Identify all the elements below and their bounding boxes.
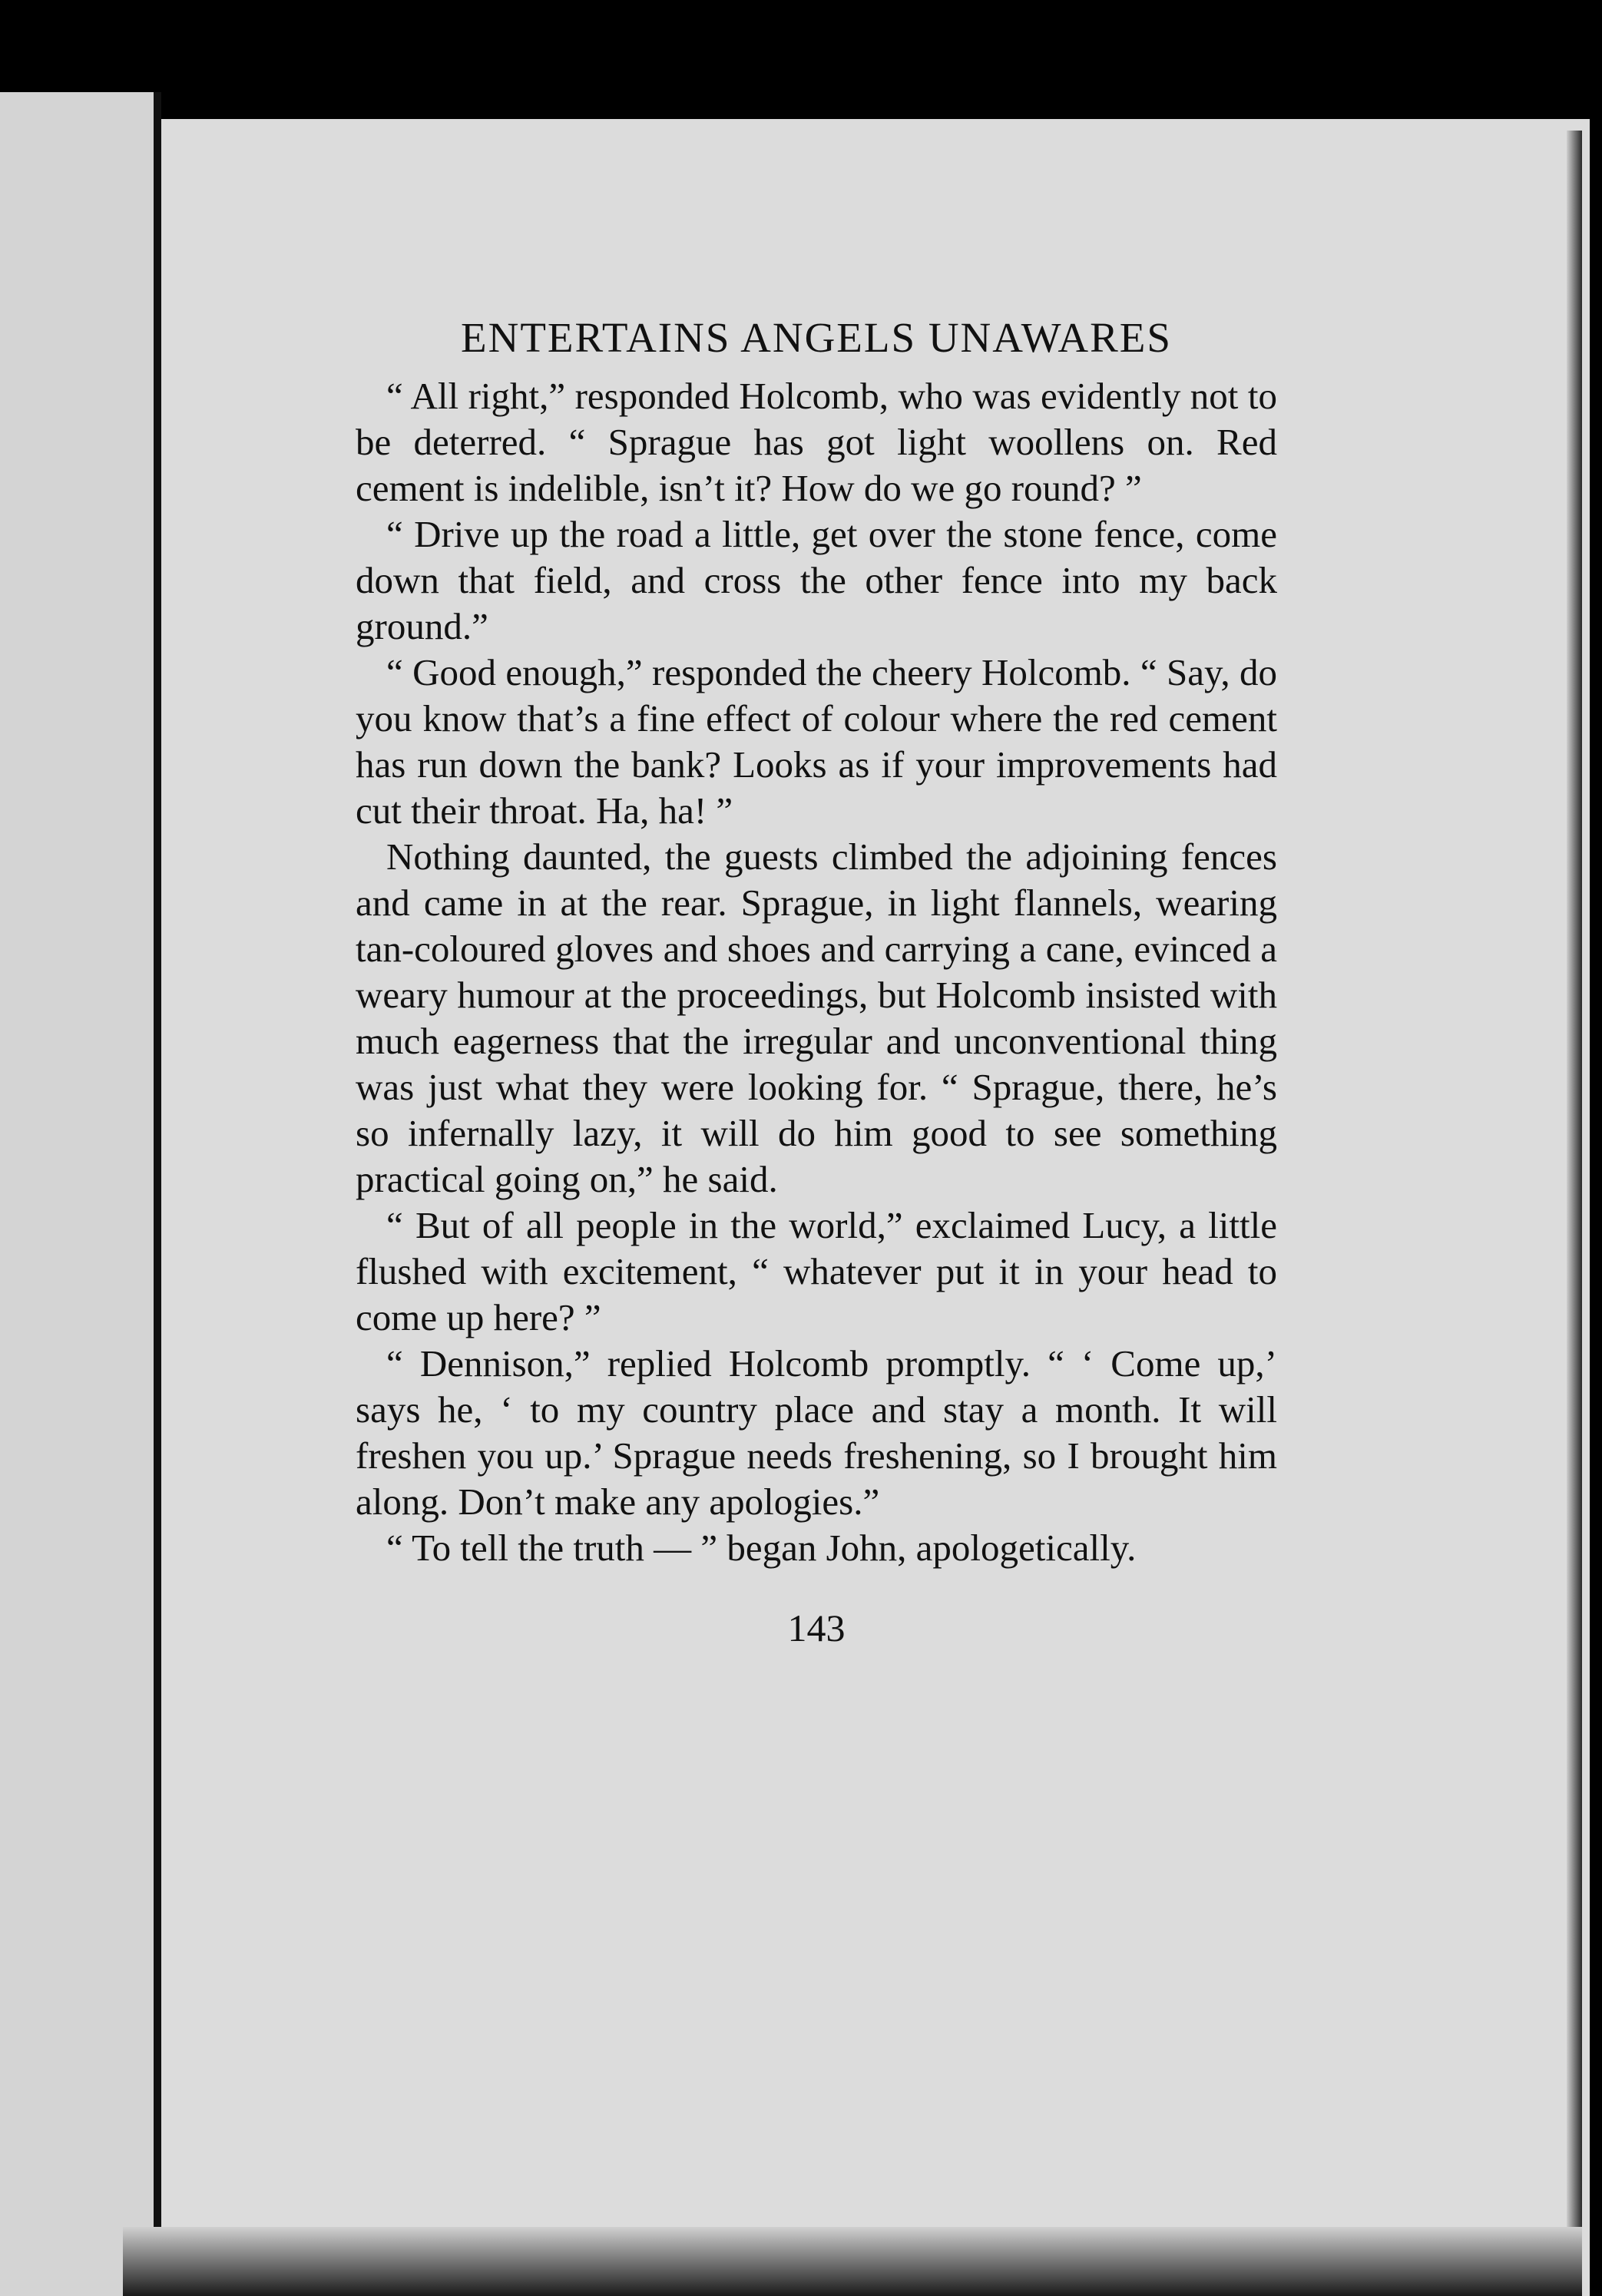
paragraph: “ Good enough,” responded the cheery Holcomb. “ Say, do you know that’s a fine effect of colour where the red cement has run down the bank? Looks as if your improvements had cut their throat. Ha, ha! ”: [356, 651, 1277, 832]
paragraph: “ Drive up the road a little, get over the stone fence, come down that field, and cross the other fence into my back ground.”: [356, 513, 1277, 647]
paragraph: “ To tell the truth — ” began John, apologetically.: [386, 1527, 1137, 1569]
page-number: 143: [787, 1606, 846, 1649]
running-head: ENTERTAINS ANGELS UNAWARES: [461, 314, 1172, 361]
gutter-shadow: [154, 92, 161, 2296]
paragraph: “ Dennison,” replied Holcomb promptly. “ ‘ Come up,’ says he, ‘ to my country place and stay a month. It will freshen you up.’ Sprague needs freshening, so I brought him along. Don’t make any apologies.”: [356, 1342, 1277, 1523]
paragraph: “ All right,” responded Holcomb, who was evidently not to be deterred. “ Sprague has got light woollens on. Red cement is indelible, isn’t it? How do we go round? ”: [356, 375, 1277, 509]
page-text: [356, 307, 1277, 1651]
previous-page-edge: [0, 92, 158, 2296]
paragraph: Nothing daunted, the guests climbed the adjoining fences and came in at the rear. Sprague, in light flannels, wearing tan-coloured gloves and shoes and carrying a cane, evinced a weary humour at the proceedings, but Holcomb insisted with much eagerness that the irregular and unconventional thing was just what they were looking for. “ Sprague, there, he’s so infernally lazy, it will do him good to see something practical going on,” he said.: [356, 835, 1277, 1200]
paragraph: “ But of all people in the world,” exclaimed Lucy, a little flushed with excitement, “ whatever put it in your head to come up here? ”: [356, 1204, 1277, 1338]
right-page-edge: [1567, 131, 1582, 2296]
bottom-page-curl: [123, 2227, 1582, 2296]
